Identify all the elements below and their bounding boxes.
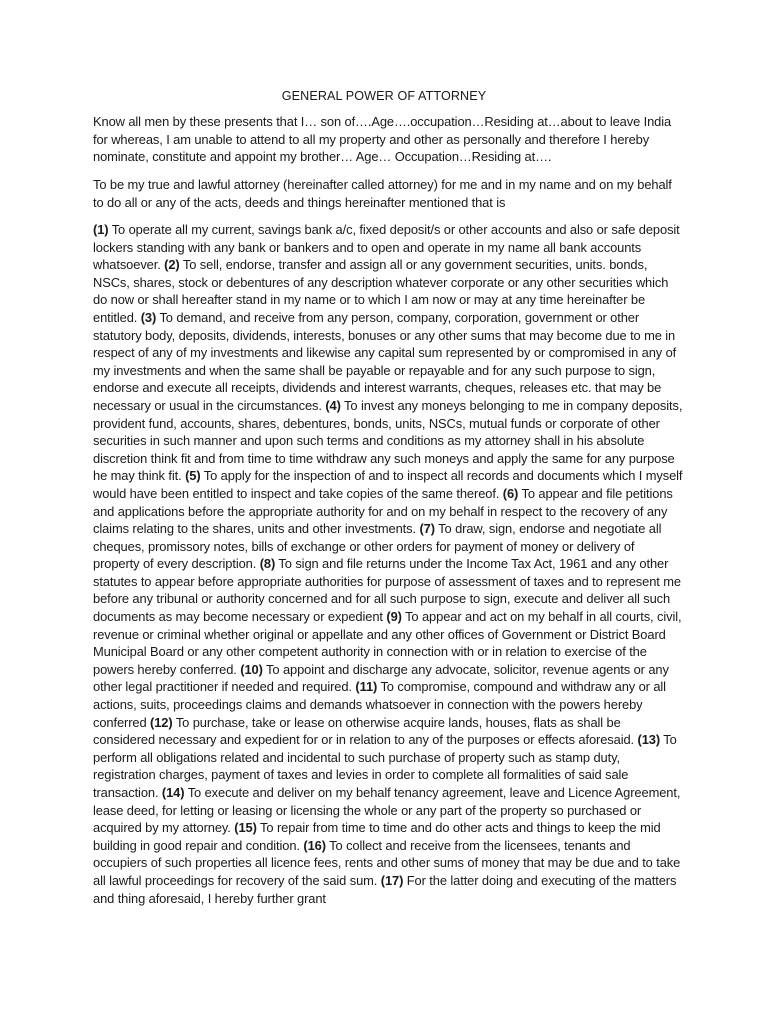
- clause-number: (6): [502, 485, 519, 501]
- attorney-paragraph: To be my true and lawful attorney (hereinafter called attorney) for me and in my name and on my behalf to do all or any of the acts, deeds and things hereinafter mentioned that is: [93, 177, 672, 210]
- clause-text: To sell, endorse, transfer and assign all or any government securities, units. bonds, NSCs, shares, stock or debentures of any description whatever corporate or any other securities which do now or shall hereafter stand in my name or to which I am now or may at any time hereinafter be entitled.: [93, 257, 669, 325]
- clause-number: (3): [140, 309, 157, 325]
- clauses-paragraph: [93, 221, 683, 907]
- clause-text: To appear and act on my behalf in all courts, civil, revenue or criminal whether original or appellate and any other offices of Government or District Board Municipal Board or any other competent authority in connection with or in relation to exercise of the powers hereby conferred.: [93, 609, 682, 677]
- clause-number: (9): [386, 609, 402, 625]
- clause-text: To apply for the inspection of and to inspect all records and documents which I myself would have been entitled to inspect and take copies of the same thereof.: [93, 468, 683, 501]
- clause-text: To perform all obligations related and incidental to such purchase of property such as stamp duty, registration charges, payment of taxes and levies in order to complete all formalities of said sale transaction.: [93, 732, 677, 800]
- clause-number: (8): [259, 556, 276, 572]
- clause-text: To sign and file returns under the Income Tax Act, 1961 and any other statutes to appear before appropriate authorities for purpose of assessment of taxes and to represent me before any tribunal or authority concerned and for all such purpose to sign, execute and deliver all such documents as may become necessary or expedient: [93, 556, 681, 625]
- clause-number: (7): [419, 521, 435, 537]
- clause-text: To draw, sign, endorse and negotiate all cheques, promissory notes, bills of exchange or other orders for payment of money or delivery of property of every description.: [93, 521, 662, 572]
- clause-number: (13): [637, 732, 661, 748]
- clause-text: To compromise, compound and withdraw any or all actions, suits, proceedings claims and demands whatsoever in connection with the powers hereby conferred: [93, 679, 666, 730]
- intro-paragraph: Know all men by these presents that I… son of….Age….occupation…Residing at…about to leave India for whereas, I am unable to attend to all my property and other as personally and therefore I hereby nominate, constitute and appoint my brother… Age… Occupation…Residing at….: [93, 114, 672, 165]
- clause-text: To operate all my current, savings bank a/c, fixed deposit/s or other accounts and also or safe deposit lockers standing with any bank or bankers and to open and operate in my name all bank accounts whatsoever.: [93, 222, 680, 273]
- document-title: GENERAL POWER OF ATTORNEY: [281, 89, 487, 103]
- clause-number: (14): [161, 785, 185, 800]
- clause-number: (4): [325, 397, 341, 413]
- clause-number: (17): [380, 872, 404, 888]
- clause-number: (16): [303, 837, 326, 853]
- clause-number: (12): [150, 714, 173, 730]
- clause-text: For the latter doing and executing of the matters and thing aforesaid, I hereby further grant: [93, 872, 677, 906]
- clause-number: (11): [355, 679, 378, 695]
- clause-number: (15): [234, 820, 257, 836]
- clause-text: To collect and receive from the licensees, tenants and occupiers of such properties all licence fees, rents and other sums of money that may be due and to take all lawful proceedings for recovery of the said sum.: [93, 837, 681, 888]
- clause-text: To demand, and receive from any person, company, corporation, government or other statutory body, deposits, dividends, interests, bonuses or any other sums that may become due to me in respect of any of my investments and likewise any capital sum represented by or compromised in any of my investments and when the same shall be payable or repayable and for any such purpose to sign, endorse and execute all receipts, dividends and interest warrants, cheques, releases etc. that may be necessary or usual in the circumstances.: [93, 309, 677, 413]
- clause-number: (10): [240, 661, 263, 677]
- clause-number: (1): [93, 222, 109, 237]
- clause-text: To appear and file petitions and applications before the appropriate authority for and on my behalf in respect to the recovery of any claims relating to the shares, units and other investments.: [93, 485, 673, 537]
- clause-number: (5): [185, 468, 201, 484]
- clause-text: To purchase, take or lease on otherwise acquire lands, houses, flats as shall be considered necessary and expedient for or in relation to any of the purposes or effects aforesaid.: [93, 714, 638, 748]
- clause-text: To execute and deliver on my behalf tenancy agreement, leave and Licence Agreement, lease deed, for letting or leasing or licensing the whole or any part of the property so purchased or acquired by my attorney.: [93, 785, 681, 836]
- clause-number: (2): [164, 257, 180, 273]
- clause-text: To appoint and discharge any advocate, solicitor, revenue agents or any other legal practitioner if needed and required.: [93, 661, 669, 695]
- clause-text: To repair from time to time and do other acts and things to keep the mid building in good repair and condition.: [93, 820, 661, 853]
- clause-text: To invest any moneys belonging to me in company deposits, provident fund, accounts, shares, debentures, bonds, units, NSCs, mutual funds or corporate of other securities in such manner and upon such terms and conditions as my attorney shall in his absolute discretion think fit and from time to time withdraw any such moneys and apply the same for any purpose he may think fit.: [93, 397, 683, 484]
